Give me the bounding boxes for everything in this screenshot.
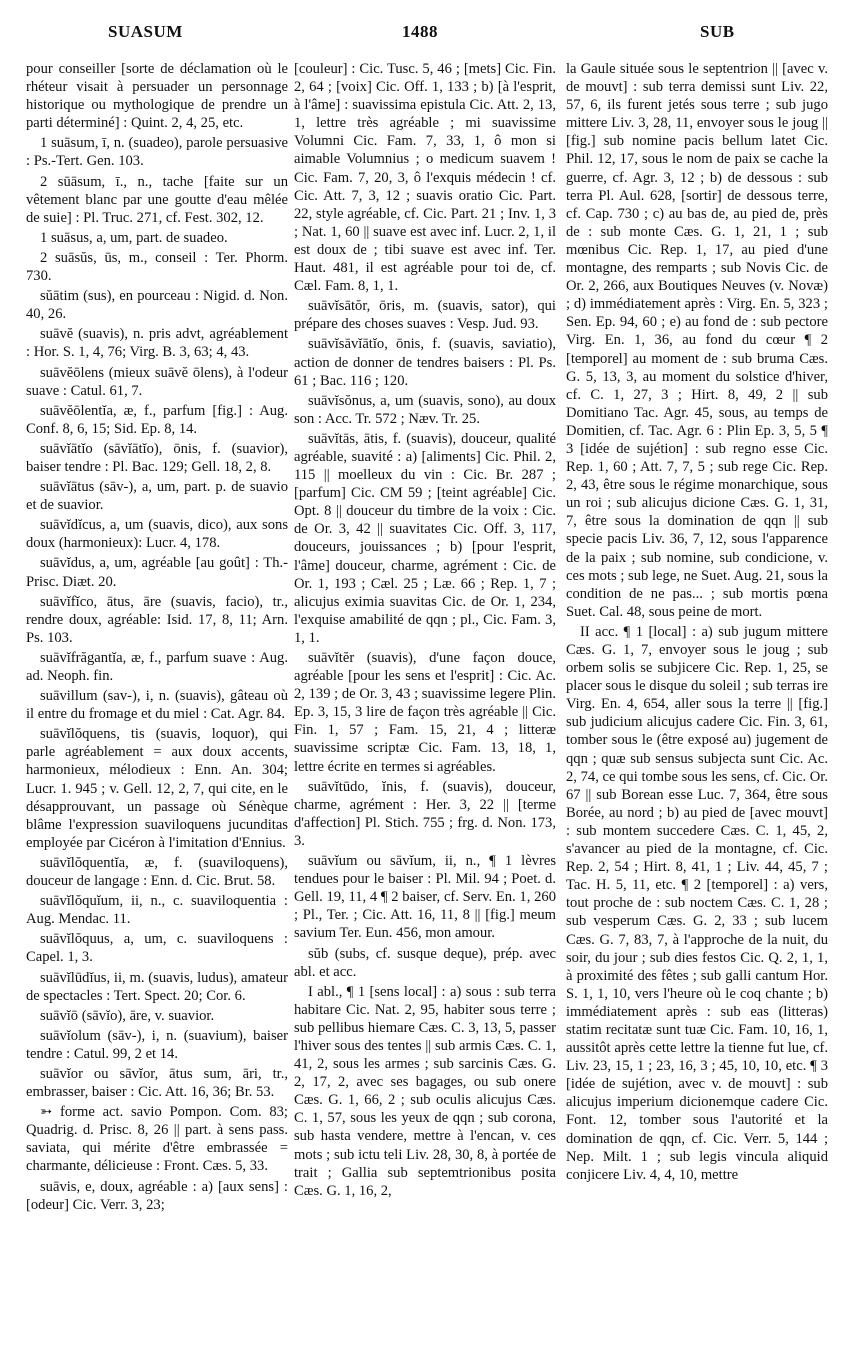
entry: suāvĭlŏquentĭa, æ, f. (suaviloquens), douceur de langage : Enn. d. Cic. Brut. 58.: [26, 854, 288, 890]
entry: suāvĕōlens (mieux suāvĕ ōlens), à l'odeur suave : Catul. 61, 7.: [26, 364, 288, 399]
entry: suāvĭdus, a, um, agréable [au goût] : Th.-Prisc. Diæt. 20.: [26, 555, 288, 590]
entry: suāvĭfrăgantĭa, æ, f., parfum suave : Aug. ad. Neoph. fin.: [26, 649, 288, 684]
entry: suāvĭolum (sāv-), i, n. (suavium), baiser tendre : Catul. 99, 2 et 14.: [26, 1027, 288, 1062]
entry: suāvĭlŏquus, a, um, c. suaviloquens : Capel. 1, 3.: [26, 931, 288, 966]
entry: suāvĭtūdo, ĭnis, f. (suavis), douceur, charme, agrément : Her. 3, 22 || [terme d'affection] Pl. Stich. 755 ; frg. d. Non. 173, 3.: [294, 778, 556, 849]
entry: suāvis, e, doux, agréable : a) [aux sens] : [odeur] Cic. Verr. 3, 23;: [26, 1178, 288, 1213]
entry: suāvĭsŏnus, a, um (suavis, sono), au doux son : Acc. Tr. 572 ; Næv. Tr. 25.: [294, 392, 556, 427]
entry: suāvĭātus (sāv-), a, um, part. p. de suavio et de suavior.: [26, 479, 288, 514]
page-header: [0, 22, 850, 52]
entry: suāvĭlūdĭus, ii, m. (suavis, ludus), amateur de spectacles : Tert. Spect. 20; Cor. 6.: [26, 969, 288, 1004]
running-head-right: SUB: [700, 22, 735, 41]
entry: ➳ forme act. savio Pompon. Com. 83; Quadrig. d. Prisc. 8, 26 || part. à sens pass. saviata, qui mérite d'être embrassée = charmante, délicieuse : Front. Cæs. 5, 33.: [26, 1104, 288, 1175]
entry: suāvĭdĭcus, a, um (suavis, dico), aux sons doux (harmonieux): Lucr. 4, 178.: [26, 517, 288, 552]
entry: suāvĕōlentĭa, æ, f., parfum [fig.] : Aug. Conf. 8, 6, 15; Sid. Ep. 8, 14.: [26, 402, 288, 437]
entry: 2 sūāsum, ī., n., tache [faite sur un vêtement blanc par une goutte d'eau mêlée de suie] : Pl. Truc. 271, cf. Fest. 302, 12.: [26, 173, 288, 226]
entry: suāvĭum ou sāvĭum, ii, n., ¶ 1 lèvres tendues pour le baiser : Pl. Mil. 94 ; Poet. d. Gell. 19, 11, 4 ¶ 2 baiser, cf. Serv. En. 1, 260 ; Pl., Ter. ; Cic. Att. 16, 11, 8 || [fig.] meum savium Ter. Eun. 456, mon amour.: [294, 853, 556, 942]
entry: suāvĭfĭco, ātus, āre (suavis, facio), tr., rendre doux, agréable: Isid. 17, 8, 11; Arn. Ps. 103.: [26, 593, 288, 646]
entry: pour conseiller [sorte de déclamation où le rhéteur visait à persuader un personnage historique ou mythologique de prendre un parti déterminé] : Quint. 2, 4, 25, etc.: [26, 61, 288, 132]
entry: suāvĭtās, ātis, f. (suavis), douceur, qualité agréable, suavité : a) [aliments] Cic. Phil. 2, 115 || moelleux du vin : Cic. Br. 287 ; [parfum] Cic. CM 59 ; [teint agréable] Cic. Opt. 8 || douceur du timbre de la voix : Cic. de Or. 3, 42 || suavitates Cic. Off. 3, 117, douceurs, jouissances ; b) [pour l'esprit, l'âme] douceur, charme, agrément : Cic. de Or. 1, 193 ; Cæl. 25 ; Læ. 66 ; Rep. 1, 7 ; alicujus eximia suavitas Cic. de Or. 1, 234, l'exquise amabilité de qqn ; pl., Cic. Fam. 3, 1, 1.: [294, 430, 556, 646]
column-middle: [294, 60, 556, 1355]
column-left: [26, 60, 288, 1355]
entry: sŭātim (sus), en pourceau : Nigid. d. Non. 40, 26.: [26, 288, 288, 323]
entry: I abl., ¶ 1 [sens local] : a) sous : sub terra habitare Cic. Nat. 2, 95, habiter sous terre ; sub pellibus hiemare Cæs. C. 3, 13, 5, passer l'hiver sous des tentes || sub armis Cæs. C. 1, 41, 2, sous les armes ; sub sarcinis Cæs. G. 2, 17, 2, avec ses bagages, ou sub onere Cæs. G. 1, 66, 2 ; sub oculis alicujus Cæs. C. 1, 57, sous les yeux de qqn ; sub corona, sub hasta vendere, mettre à l'encan, v. ces mots ; sub ictu teli Liv. 28, 30, 8, à portée de trait ; Gallia sub septemtrionibus posita Cæs. G. 1, 16, 2,: [294, 983, 556, 1199]
entry: 1 suāsum, ī, n. (suadeo), parole persuasive : Ps.-Tert. Gen. 103.: [26, 135, 288, 170]
entry: suāvĭlŏquens, tis (suavis, loquor), qui parle agréablement = aux doux accents, harmonieux, mélodieux : Enn. An. 304; Lucr. 1. 945 ; v. Gell. 12, 2, 7, qui cite, en le désapprouvant, un passage où Sénèque blâme l'expression suaviloquens jucunditas employée par Cicéron à l'imitation d'Ennius.: [26, 726, 288, 851]
page-number: 1488: [402, 22, 438, 41]
entry: suāvĭsāvĭātĭo, ōnis, f. (suavis, saviatio), action de donner de tendres baisers : Pl. Ps. 61 ; Bac. 116 ; 120.: [294, 336, 556, 389]
entry: II acc. ¶ 1 [local] : a) sub jugum mittere Cæs. G. 1, 7, envoyer sous le joug ; sub orbem solis se subjicere Cic. Rep. 1, 25, se placer sous le disque du soleil ; sub terras ire Virg. En. 4, 654, aller sous la terre || [fig.] sub judicium alicujus cadere Cic. Fin. 3, 61, tomber sous le (être exposé au) jugement de qqn ; quæ sub sensus subjecta sunt Cic. Ac. 2, 74, ce qui tombe sous les sens, cf. Cic. Or. 67 || sub Borean esse Luc. 7, 364, être sous Borée, au nord ; b) au pied de [avec mouvt] : sub montem succedere Cæs. C. 1, 45, 2, s'avancer au pied de la montagne, cf. Cic. Rep. 2, 54 ; Hirt. 8, 41, 1 ; Liv. 44, 45, 7 ; Tac. H. 5, 11, etc. ¶ 2 [temporel] : a) vers, tout proche de : sub noctem Cæs. C. 1, 28 ; sub vesperum Cæs. G. 2, 33 ; sub lucem Cæs. G. 7, 83, 7, à l'approche de la nuit, du soir, du jour ; sub dies festos Cic. Q. 2, 1, 1, à proximité des fêtes ; sub galli cantum Hor. S. 1, 1, 10, vers l'heure où le coq chante ; b) immédiatement après : sub eas (litteras) statim recitatæ sunt tuæ Cic. Fam. 10, 16, 1, aussitôt après cette lettre la tienne fut lue, cf. Liv. 23, 15, 1 ; 23, 16, 3 ; 45, 10, 10, etc. ¶ 3 [idée de sujétion, avec v. de mouvt] : sub alicujus imperium dicionemque cadere Cic. Font. 12, tomber sous l'autorité et la domination de qqn, cf. Cic. Verr. 5, 144 ; Nep. Milt. 1 ; sub legis vincula aliquid conjicere Liv. 4, 4, 10, mettre: [566, 623, 828, 1183]
entry: [couleur] : Cic. Tusc. 5, 46 ; [mets] Cic. Fin. 2, 64 ; [voix] Cic. Off. 1, 133 ; b) [à l'esprit, à l'âme] : suavissima epistula Cic. Att. 2, 13, 1, lettre très agréable ; mi suavissime Volumni Cic. Fam. 7, 33, 1, ô mon si aimable Volumnius ; o medicum suavem ! Cic. Fam. 7, 20, 3, ô l'exquis médecin ! cf. Cic. Att. 7, 3, 12 ; suavis oratio Cic. Part. 22, style agréable, cf. Cic. Part. 21 ; Inv. 1, 3 ; Nat. 1, 60 || suave est avec inf. Lucr. 2, 1, il est doux de ; tibi suave est avec inf. Ter. Haut. 481, il est agréable pour toi de, cf. Cæl. Fam. 8, 1, 1.: [294, 61, 556, 295]
entry: 2 suāsŭs, ūs, m., conseil : Ter. Phorm. 730.: [26, 249, 288, 285]
entry: suāvĭtĕr (suavis), d'une façon douce, agréable [pour les sens et l'esprit] : Cic. Ac. 2, 139 ; de Or. 3, 43 ; suavissime legere Plin. Ep. 3, 15, 3 lire de façon très agréable || Cic. Fin. 1, 57 ; Fam. 15, 21, 4 ; litteræ suavissime scriptæ Cic. Fam. 13, 18, 1, lettre écrite en termes si agréables.: [294, 650, 556, 775]
entry: suāvĭsātŏr, ōris, m. (suavis, sator), qui prépare des choses suaves : Vesp. Jud. 93.: [294, 298, 556, 333]
entry: suāvĭor ou sāvĭor, ātus sum, āri, tr., embrasser, baiser : Cic. Att. 16, 36; Br. 53.: [26, 1065, 288, 1101]
column-right: [566, 60, 828, 1355]
entry: 1 suāsus, a, um, part. de suadeo.: [40, 229, 228, 246]
entry: suāvĭō (sāvĭo), āre, v. suavior.: [40, 1007, 215, 1024]
entry: sŭb (subs, cf. susque deque), prép. avec abl. et acc.: [294, 945, 556, 980]
entry: la Gaule située sous le septentrion || [avec v. de mouvt] : sub terra demissi sunt Liv. 22, 57, 6, ils furent jetés sous terre ; sub jugo mittere Liv. 3, 28, 11, envoyer sous le joug || [fig.] sub nomine pacis bellum latet Cic. Phil. 12, 17, sous le nom de paix se cache la guerre, cf. Agr. 3, 12 ; b) de dessous : sub terra Pl. Aul. 628, [sortir] de dessous terre, cf. Cap. 730 ; c) au bas de, au pied de, près de : sub monte Cæs. G. 1, 21, 1 ; sub mœnibus Cic. Rep. 1, 17, au pied d'une montagne, des remparts ; sub Novis Cic. de Or. 2, 266, aux Boutiques Neuves (v. Novæ) ; d) immédiatement après : Virg. En. 5, 323 ; Sen. Ep. 94, 60 ; e) au fond de : sub pectore Virg. En. 1, 36, au fond du cœur ¶ 2 [temporel] au moment de : sub bruma Cæs. G. 5, 13, 3, au moment du solstice d'hiver, cf. C. 1, 27, 3 ; Hirt. 8, 49, 2 || sub Domitiano Tac. Agr. 45, sous, au temps de Domitien, cf. Tac. Agr. 6 : Plin Ep. 3, 5, 5 ¶ 3 [idée de sujétion] : sub regno esse Cic. Rep. 1, 60 ; Att. 7, 7, 5 ; sub rege Cic. Rep. 2, 43, être sous le régime monarchique, sous un roi ; sub alicujus dicione Cæs. G. 1, 31, 7, être sous la domination de qqn || sub specie pacis Liv. 36, 7, 12, sous l'apparence de la paix ; sub nomine, sub condicione, v. ces mots ; sub lege, ne Suet. Aug. 21, sous la condition de ne pas... ; sub mortis pœna Suet. Cal. 48, sous peine de mort.: [566, 61, 828, 620]
entry: suāvĭlŏquĭum, ii, n., c. suaviloquentia : Aug. Mendac. 11.: [26, 893, 288, 928]
entry: suāvĕ (suavis), n. pris advt, agréablement : Hor. S. 1, 4, 76; Virg. B. 3, 63; 4, 43.: [26, 326, 288, 361]
entry: suāvĭātĭo (sāvĭātĭo), ōnis, f. (suavior), baiser tendre : Pl. Bac. 129; Gell. 18, 2, 8.: [26, 440, 288, 475]
entry: suāvillum (sav-), i, n. (suavis), gâteau où il entre du fromage et du miel : Cat. Agr. 84.: [26, 688, 288, 723]
running-head-left: SUASUM: [108, 22, 183, 41]
